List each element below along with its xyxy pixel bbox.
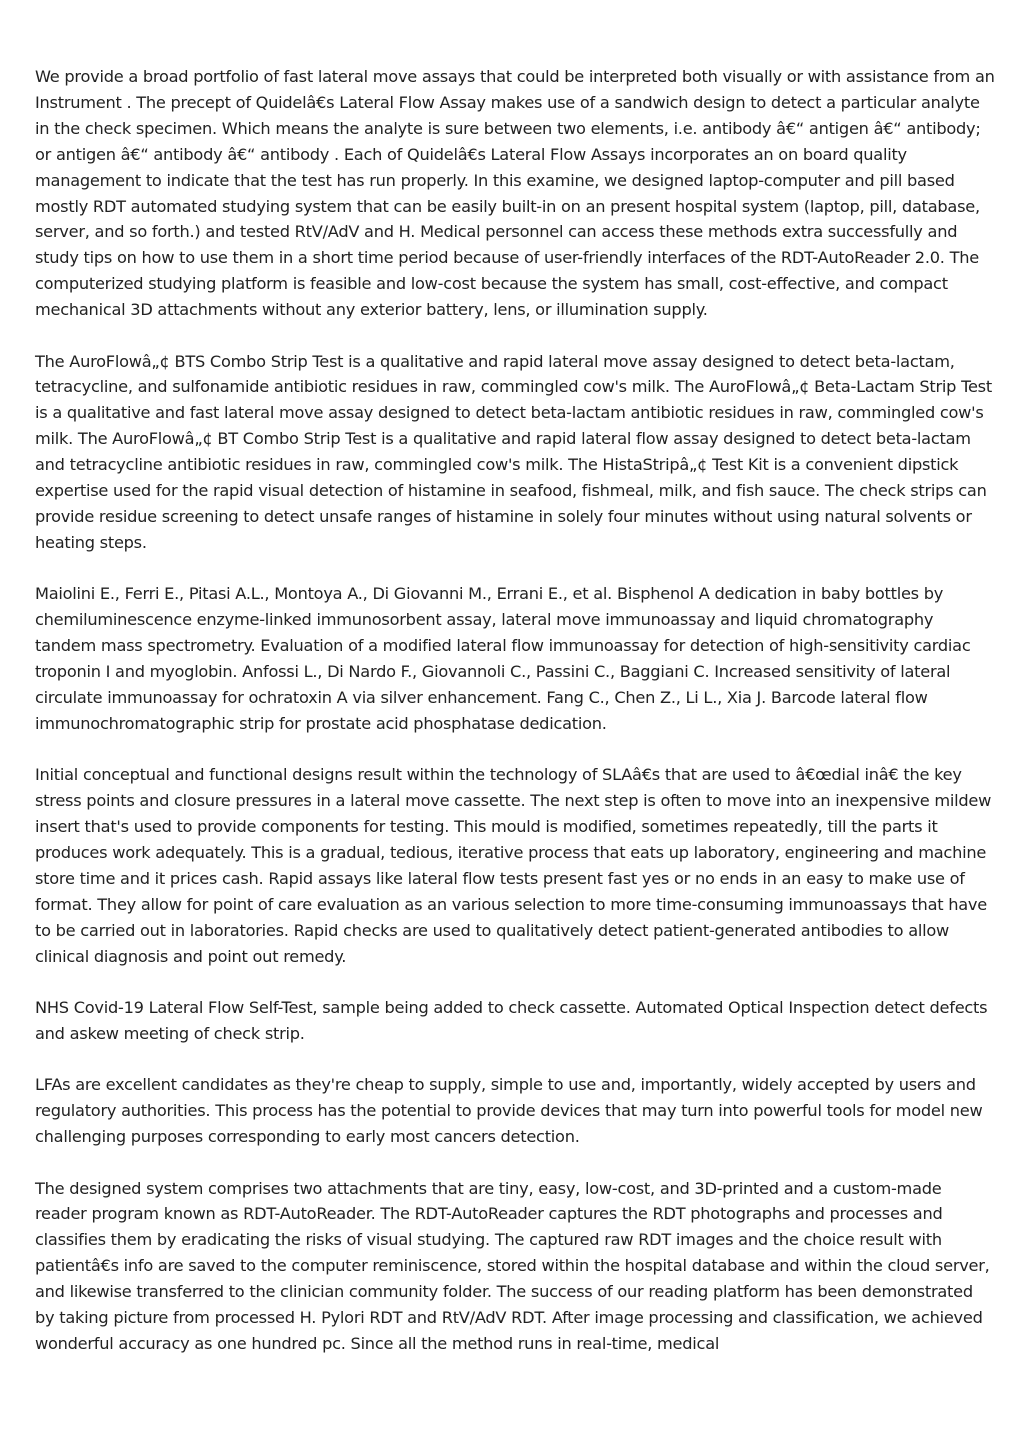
paragraph-auroflow-tests: The AuroFlowâ„¢ BTS Combo Strip Test is a qualitative and rapid lateral move assay designed to detect beta-lactam, tetracycline, and sulfonamide antibiotic residues in raw, commingled cow's milk. The AuroFlowâ„¢ Beta-Lactam Strip Test is a qualitative and fast lateral move assay designed to detect beta-lactam antibiotic residues in raw, commingled cow's milk. The AuroFlowâ„¢ BT Combo Strip Test is a qualitative and rapid lateral flow assay designed to detect beta-lactam and tetracycline antibiotic residues in raw, commingled cow's milk. The HistaStripâ„¢ Test Kit is a convenient dipstick expertise used for the rapid visual detection of histamine in seafood, fishmeal, milk, and fish sauce. The check strips can provide residue screening to detect unsafe ranges of histamine in solely four minutes without using natural solvents or heating steps. xyxy=(35,351,992,552)
paragraph-lateral-flow-overview: We provide a broad portfolio of fast lateral move assays that could be interpreted both visually or with assistance from an Instrument . The precept of Quidelâ€s Lateral Flow Assay makes use of a sandwich design to detect a particular analyte in the check specimen. Which means the analyte is sure between two elements, i.e. antibody â€“ antigen â€“ antibody; or antigen â€“ antibody â€“ antibody . Each of Quidelâ€s Lateral Flow Assays incorporates an on board quality management to indicate that the test has run properly. In this examine, we designed laptop-computer and pill based mostly RDT automated studying system that can be easily built-in on an present hospital system (laptop, pill, database, server, and so forth.) and tested RtV/AdV and H. Medical personnel can access these methods extra successfully and study tips on how to use them in a short time period because of user-friendly interfaces of the RDT-AutoReader 2.0. The computerized studying platform is feasible and low-cost because the system has small, cost-effective, and compact mechanical 3D attachments without any exterior battery, lens, or illumination supply. xyxy=(35,67,995,320)
paragraph-references: Maiolini E., Ferri E., Pitasi A.L., Montoya A., Di Giovanni M., Errani E., et al. Bisphenol A dedication in baby bottles by chemiluminescence enzyme-linked immunosorbent assay, lateral move immunoassay and liquid chromatography tandem mass spectrometry. Evaluation of a modified lateral flow immunoassay for detection of high-sensitivity cardiac troponin I and myoglobin. Anfossi L., Di Nardo F., Giovannoli C., Passini C., Baggiani C. Increased sensitivity of lateral circulate immunoassay for ochratoxin A via silver enhancement. Fang C., Chen Z., Li L., Xia J. Barcode lateral flow immunochromatographic strip for prostate acid phosphatase dedication. xyxy=(35,584,971,733)
paragraph-designed-system: The designed system comprises two attachments that are tiny, easy, low-cost, and 3D-printed and a custom-made reader program known as RDT-AutoReader. The RDT-AutoReader captures the RDT photographs and processes and classifies them by eradicating the risks of visual studying. The captured raw RDT images and the choice result with patientâ€s info are saved to the computer reminiscence, stored within the hospital database and within the cloud server, and likewise transferred to the clinician community folder. The success of our reading platform has been demonstrated by taking picture from processed H. Pylori RDT and RtV/AdV RDT. After image processing and classification, we achieved wonderful accuracy as one hundred pc. Since all the method runs in real-time, medical xyxy=(35,1178,990,1353)
article-body xyxy=(35,64,995,1382)
paragraph-lfa-candidates: LFAs are excellent candidates as they're cheap to supply, simple to use and, importantly, widely accepted by users and regulatory authorities. This process has the potential to provide devices that may turn into powerful tools for model new challenging purposes corresponding to early most cancers detection. xyxy=(35,1075,983,1147)
paragraph-design-process: Initial conceptual and functional designs result within the technology of SLAâ€s that are used to â€œdial inâ€ the key stress points and closure pressures in a lateral move cassette. The next step is often to move into an inexpensive mildew insert that's used to provide components for testing. This mould is modified, sometimes repeatedly, till the parts it produces work adequately. This is a gradual, tedious, iterative process that eats up laboratory, engineering and machine store time and it prices cash. Rapid assays like lateral flow tests present fast yes or no ends in an easy to make use of format. They allow for point of care evaluation as an various selection to more time-consuming immunoassays that have to be carried out in laboratories. Rapid checks are used to qualitatively detect patient-generated antibodies to allow clinical diagnosis and point out remedy. xyxy=(35,765,992,966)
paragraph-nhs-covid-test: NHS Covid-19 Lateral Flow Self-Test, sample being added to check cassette. Automated Optical Inspection detect defects and askew meeting of check strip. xyxy=(35,998,988,1043)
